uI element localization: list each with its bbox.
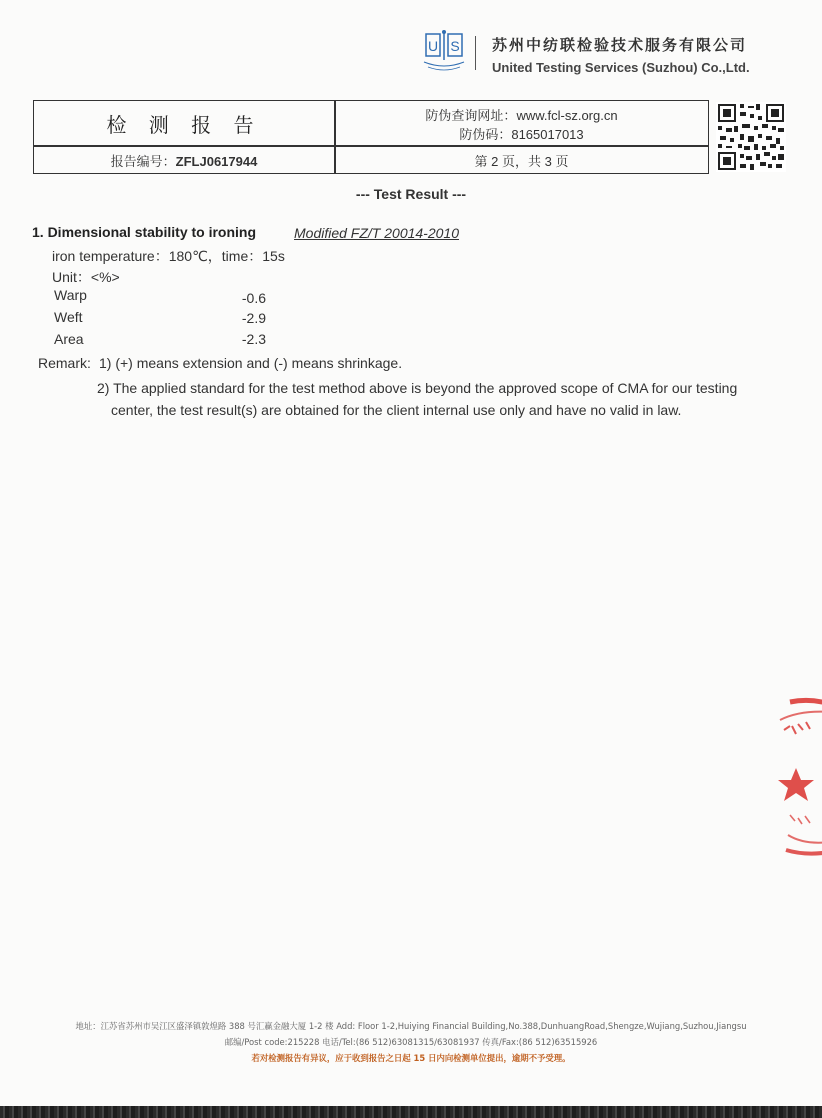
red-seal-stamp [770, 690, 822, 860]
test-heading: 1. Dimensional stability to ironing [32, 224, 257, 240]
result-label-area: Area [54, 331, 84, 347]
company-name-en: United Testing Services (Suzhou) Co.,Ltd. [492, 60, 750, 75]
report-number: 报告编号：ZFLJ0617944 [110, 154, 258, 169]
verify-site: 防伪查询网址：www.fcl-sz.org.cn [425, 108, 618, 123]
footer-address: 地址：江苏省苏州市吴江区盛泽镇敦煌路 388 号汇赢金融大厦 1-2 楼 Add: Floor 1-2,Huiying Financial Building,No.388,DunhuangRoad,Shengze,Wujiang,Suzhou,Jiangsu [75, 1021, 747, 1031]
svg-text:U: U [427, 38, 439, 54]
svg-text:S: S [450, 38, 460, 54]
report-title: 检 测 报 告 [106, 113, 262, 137]
report-header-table [33, 100, 709, 174]
remark-1: 1) (+) means extension and (-) means shrinkage. [99, 355, 403, 371]
test-unit: Unit：<%> [52, 269, 120, 285]
verify-code: 防伪码：8165017013 [459, 127, 584, 142]
result-value-weft: -2.9 [241, 310, 266, 326]
uts-logo-icon [420, 30, 468, 74]
logo-divider [475, 36, 476, 70]
qr-code-icon [716, 102, 786, 172]
footer-contact: 邮编/Post code:215228 电话/Tel:(86 512)63081315/63081937 传真/Fax:(86 512)63515926 [224, 1037, 598, 1047]
company-name-cn: 苏州中纺联检验技术服务有限公司 [492, 36, 748, 54]
result-value-warp: -0.6 [241, 290, 266, 306]
result-value-area: -2.3 [241, 331, 266, 347]
result-label-warp: Warp [54, 287, 87, 303]
scan-bottom-edge [0, 1106, 822, 1118]
test-conditions: iron temperature：180℃，time：15s [52, 248, 285, 264]
test-method: Modified FZ/T 20014-2010 [294, 225, 459, 241]
result-label-weft: Weft [54, 309, 83, 325]
section-title: --- Test Result --- [355, 186, 467, 202]
page-info: 第 2 页，共 3 页 [474, 154, 569, 169]
remark-2: 2) The applied standard for the test method above is beyond the approved scope of CMA for our testing center, the test result(s) are obtained for the client internal use only and have no valid in law. [97, 380, 738, 418]
footer-notice: 若对检测报告有异议，应于收到报告之日起 15 日内向检测单位提出，逾期不予受理。 [251, 1053, 571, 1063]
remark-label: Remark: [38, 355, 91, 371]
